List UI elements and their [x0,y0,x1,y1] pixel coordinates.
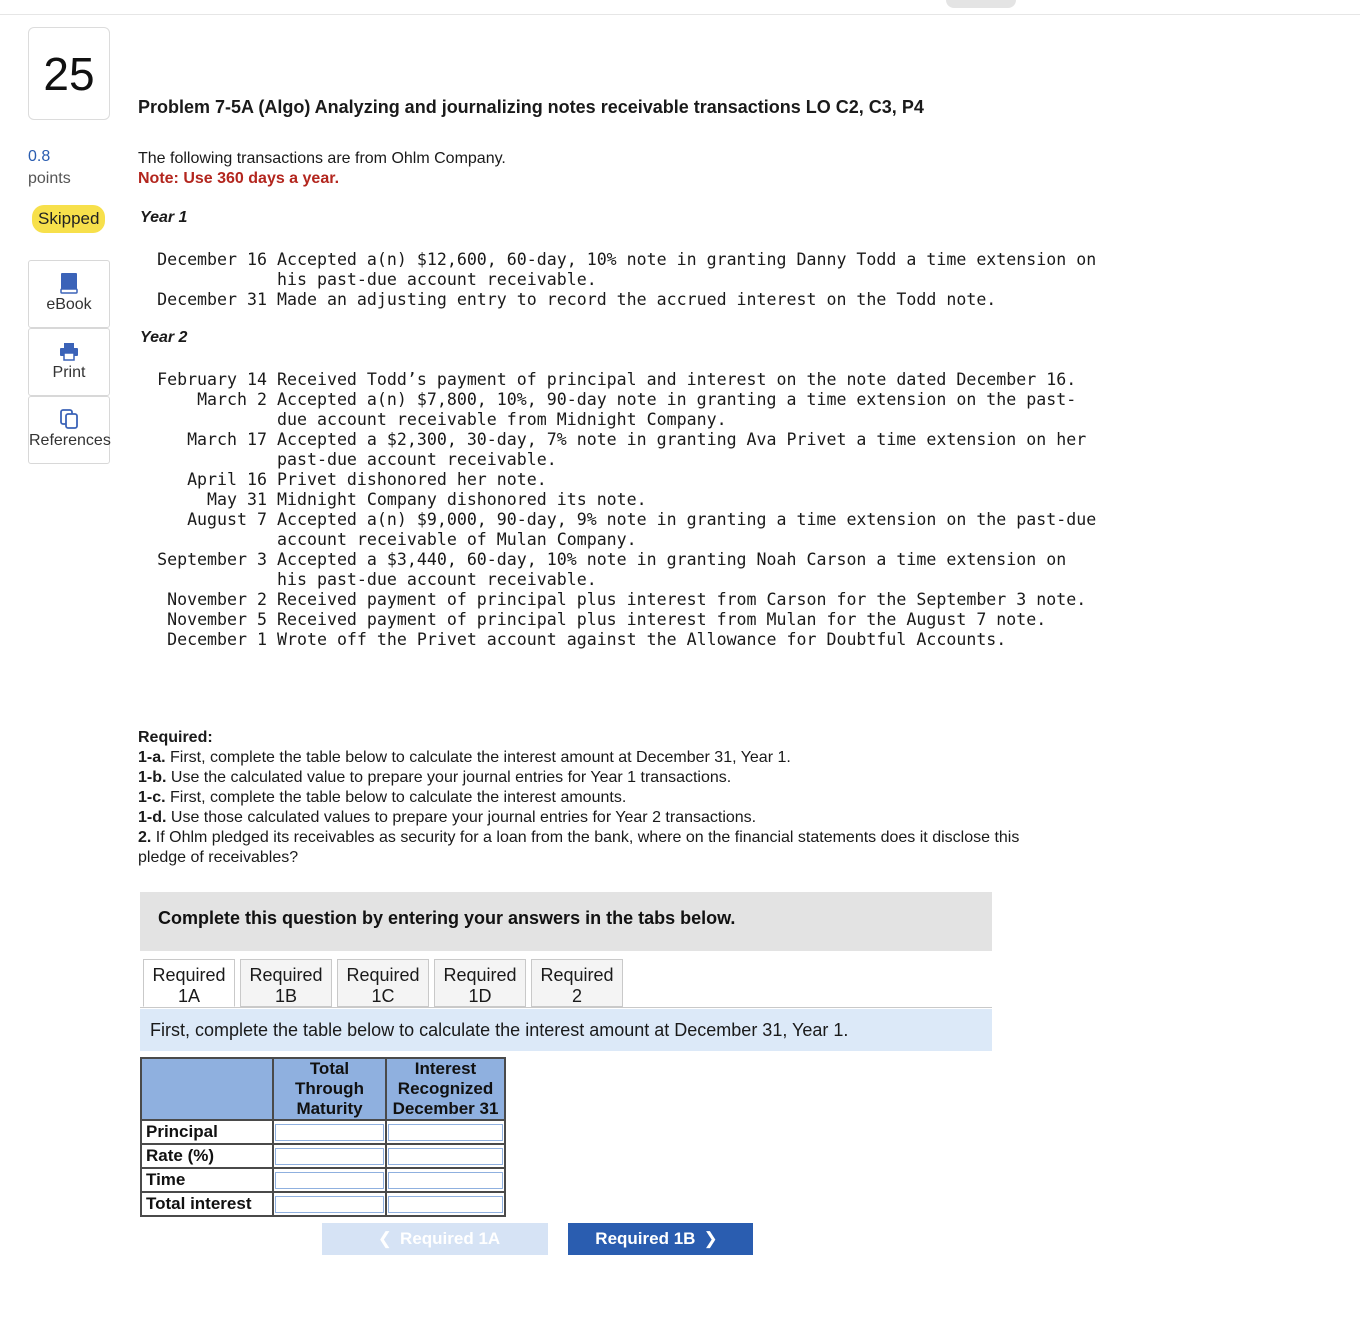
transaction-date: December 16 [157,250,267,269]
transaction-row [138,390,1097,430]
required-item-text: Use the calculated value to prepare your journal entries for Year 1 transactions. [166,769,732,786]
transaction-text: Received payment of principal plus interest from Mulan for the August 7 note. [277,610,1047,629]
ebook-button[interactable] [28,260,110,328]
table-row [141,1144,505,1168]
transaction-text: Accepted a(n) $9,000, 90-day, 9% note in granting a time extension on the past-due account receivable of Mulan Company. [277,510,1107,549]
tab-label-line1: Required [540,965,614,985]
tab-required-1c[interactable] [337,959,429,1007]
transaction-date: August 7 [187,510,267,529]
required-item [138,828,1038,868]
intro-note: Note: Use 360 days a year. [138,170,340,187]
interest-dec31-input[interactable] [388,1196,503,1213]
required-item-text: First, complete the table below to calculate the interest amount at December 31, Year 1. [165,749,791,766]
transaction-row [138,430,1097,470]
interest-total-input[interactable] [275,1196,384,1213]
table-corner [141,1058,273,1120]
spacer [267,290,277,310]
transaction-row [138,590,1097,610]
tab-required-1b[interactable] [240,959,332,1007]
prev-required-button[interactable] [322,1223,548,1255]
tab-label-line1: Required [249,965,323,985]
print-label: Print [52,364,86,381]
transaction-date: February 14 [157,370,267,389]
required-item-label: 1-d. [138,809,167,826]
spacer [267,490,277,510]
time-total-cell [273,1168,386,1192]
transaction-text: Received Todd’s payment of principal and interest on the note dated December 16. [277,370,1077,389]
row-label-rate: Rate (%) [141,1144,273,1168]
tab-bar [143,959,628,1007]
status-badge: Skipped [32,205,105,233]
spacer [267,430,277,470]
top-scroll-tab[interactable] [946,0,1016,8]
transaction-row [138,470,1097,490]
table-row [141,1168,505,1192]
transaction-row [138,370,1097,390]
tab-label-line1: Required [346,965,420,985]
transaction-date: September 3 [157,550,267,569]
time-total-input[interactable] [275,1172,384,1189]
transaction-text: Accepted a $2,300, 30-day, 7% note in granting Ava Privet a time extension on her past-due account receivable. [277,430,1097,469]
question-number: 25 [28,27,110,120]
table-row [141,1192,505,1216]
tab-label-line1: Required [443,965,517,985]
transaction-text: Midnight Company dishonored its note. [277,490,647,509]
rate-total-cell [273,1144,386,1168]
intro-text: The following transactions are from Ohlm Company. [138,150,506,167]
spacer [267,590,277,610]
panel-heading: Complete this question by entering your answers in the tabs below. [158,908,736,928]
rate-dec31-input[interactable] [388,1148,503,1165]
interest-dec31-cell [386,1192,505,1216]
header-line: December 31 [392,1099,499,1118]
row-label-total-interest: Total interest [141,1192,273,1216]
header-line: Through [295,1079,364,1098]
ebook-label: eBook [46,296,92,313]
time-dec31-input[interactable] [388,1172,503,1189]
spacer [267,550,277,590]
transaction-date: November 2 [167,590,267,609]
row-label-principal: Principal [141,1120,273,1144]
required-item [138,748,1038,768]
required-item [138,808,1038,828]
tab-label-line1: Required [152,965,226,985]
tab-label-line2: 1C [371,986,395,1006]
rate-dec31-cell [386,1144,505,1168]
required-heading: Required: [138,729,213,746]
transaction-date: March 17 [187,430,267,449]
required-item-label: 1-a. [138,749,166,766]
tab-divider [140,1007,992,1008]
top-divider [0,14,1360,15]
required-item-label: 1-b. [138,769,167,786]
year1-transactions [138,250,1107,310]
print-button[interactable] [28,328,110,396]
tab-label-line2: 2 [571,986,582,1006]
header-line: Interest [414,1059,477,1078]
transaction-row [138,550,1097,590]
tab-label-line2: 1D [468,986,492,1006]
transaction-date: April 16 [187,470,267,489]
chevron-left-icon: ❮ [377,1229,393,1248]
points-label: points [28,170,71,187]
transaction-text: Accepted a(n) $12,600, 60-day, 10% note in granting Danny Todd a time extension on his past-due account receivable. [277,250,1107,289]
printer-icon [58,340,80,362]
required-section [138,728,1038,868]
intro [138,149,506,189]
time-dec31-cell [386,1168,505,1192]
required-item-text: If Ohlm pledged its receivables as security for a loan from the bank, where on the financial statements does it disclose this pledge of receivables? [138,829,1020,866]
chevron-right-icon: ❯ [703,1229,718,1248]
year1-label: Year 1 [140,209,188,226]
interest-total-cell [273,1192,386,1216]
transaction-date: December 31 [157,290,267,309]
transaction-text: Received payment of principal plus interest from Carson for the September 3 note. [277,590,1087,609]
prev-label: Required 1A [400,1229,501,1248]
references-button[interactable] [28,396,110,464]
transaction-text: Wrote off the Privet account against the Allowance for Doubtful Accounts. [277,630,1007,649]
spacer [267,630,277,650]
principal-dec31-input[interactable] [388,1124,503,1141]
book-icon [59,272,79,294]
principal-total-cell [273,1120,386,1144]
spacer [267,390,277,430]
transaction-row [138,630,1097,650]
table-row [141,1120,505,1144]
next-required-button[interactable] [568,1223,753,1255]
instructions-panel [140,892,992,951]
next-label: Required 1B [595,1229,696,1248]
tab-required-2[interactable] [531,959,623,1007]
year2-label: Year 2 [140,329,188,346]
spacer [267,370,277,390]
transaction-row [138,290,1097,310]
header-line: Recognized [397,1079,494,1098]
tab-instruction-text: First, complete the table below to calculate the interest amount at December 31, Year 1. [150,1020,849,1040]
transaction-row [138,610,1097,630]
transaction-text: Accepted a(n) $7,800, 10%, 90-day note in granting a time extension on the past-due account receivable from Midnight Company. [277,390,1077,429]
transaction-date: December 1 [167,630,267,649]
tab-instruction [140,1009,992,1051]
tab-label-line2: 1A [177,986,201,1006]
transaction-text: Privet dishonored her note. [277,470,547,489]
transaction-date: March 2 [197,390,267,409]
transaction-date: May 31 [207,490,267,509]
tab-required-1a[interactable] [143,959,235,1007]
col-header-total [273,1058,386,1120]
principal-total-input[interactable] [275,1124,384,1141]
col-header-interest [386,1058,505,1120]
rate-total-input[interactable] [275,1148,384,1165]
references-label: References [29,432,111,449]
principal-dec31-cell [386,1120,505,1144]
references-icon [58,408,80,430]
transaction-date: November 5 [167,610,267,629]
transaction-text: Accepted a $3,440, 60-day, 10% note in granting Noah Carson a time extension on his past-due account receivable. [277,550,1077,589]
points-value: 0.8 [28,148,51,165]
required-item-text: First, complete the table below to calculate the interest amounts. [165,789,627,806]
tab-required-1d[interactable] [434,959,526,1007]
required-item [138,768,1038,788]
year2-transactions [138,370,1107,650]
header-line: Total [309,1059,350,1078]
tab-label-line2: 1B [274,986,298,1006]
transaction-row [138,510,1107,550]
interest-table [140,1057,506,1217]
spacer [267,250,277,290]
spacer [267,610,277,630]
problem-title: Problem 7-5A (Algo) Analyzing and journalizing notes receivable transactions LO C2, C3, P4 [138,97,924,117]
row-label-time: Time [141,1168,273,1192]
transaction-row [138,490,1097,510]
header-line: Maturity [296,1099,363,1118]
required-item-text: Use those calculated values to prepare your journal entries for Year 2 transactions. [166,809,757,826]
spacer [267,470,277,490]
transaction-row [138,250,1107,290]
transaction-text: Made an adjusting entry to record the accrued interest on the Todd note. [277,290,997,309]
spacer [267,510,277,550]
required-item-label: 1-c. [138,789,166,806]
required-item-label: 2. [138,829,152,846]
required-item [138,788,1038,808]
